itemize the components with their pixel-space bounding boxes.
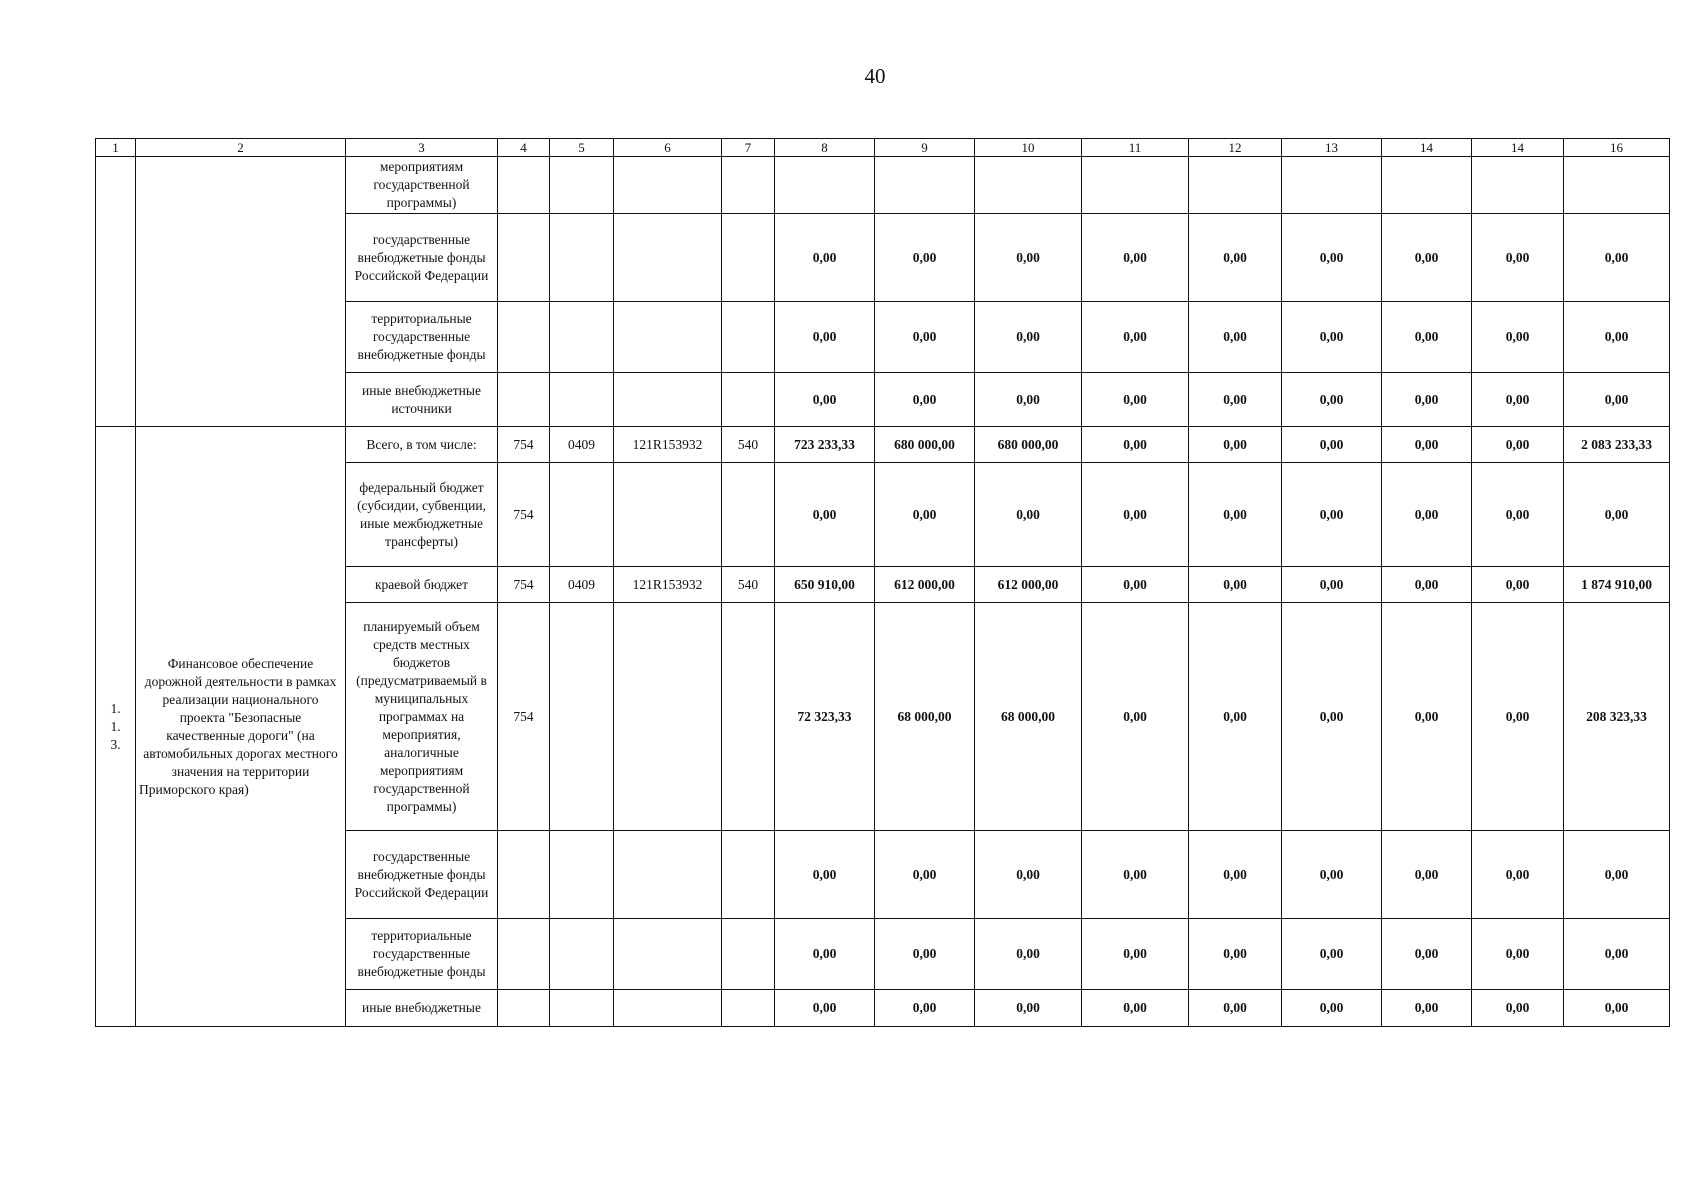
- code-cell: [614, 214, 722, 302]
- code-cell: [614, 990, 722, 1027]
- amount-cell: [1282, 157, 1382, 214]
- code-cell: [614, 302, 722, 373]
- code-cell: [550, 831, 614, 919]
- amount-cell: 612 000,00: [875, 567, 975, 603]
- code-cell: [498, 831, 550, 919]
- column-header: 10: [975, 139, 1082, 157]
- amount-cell: 0,00: [1082, 373, 1189, 427]
- amount-cell: 0,00: [1189, 919, 1282, 990]
- funding-source: государственные внебюджетные фонды Российской Федерации: [346, 831, 498, 919]
- amount-cell: 0,00: [875, 831, 975, 919]
- code-cell: [614, 603, 722, 831]
- funding-source: иные внебюджетные: [346, 990, 498, 1027]
- code-cell: [550, 302, 614, 373]
- amount-cell: 0,00: [1282, 567, 1382, 603]
- code-cell: 754: [498, 463, 550, 567]
- amount-cell: 0,00: [1189, 831, 1282, 919]
- event-name-cell: [136, 157, 346, 427]
- amount-cell: 680 000,00: [875, 427, 975, 463]
- code-cell: [722, 463, 775, 567]
- amount-cell: 0,00: [1282, 990, 1382, 1027]
- amount-cell: 0,00: [1382, 427, 1472, 463]
- amount-cell: 0,00: [775, 214, 875, 302]
- code-cell: [614, 463, 722, 567]
- code-cell: [722, 919, 775, 990]
- code-cell: 121R153932: [614, 427, 722, 463]
- amount-cell: 0,00: [1382, 302, 1472, 373]
- code-cell: [498, 214, 550, 302]
- amount-cell: 68 000,00: [875, 603, 975, 831]
- amount-cell: 0,00: [1564, 831, 1670, 919]
- amount-cell: 0,00: [1282, 603, 1382, 831]
- header-row: [96, 139, 1670, 157]
- code-cell: [614, 373, 722, 427]
- funding-source: иные внебюджетные источники: [346, 373, 498, 427]
- amount-cell: 0,00: [1282, 463, 1382, 567]
- column-header: 7: [722, 139, 775, 157]
- column-header: 14: [1472, 139, 1564, 157]
- amount-cell: 0,00: [1189, 603, 1282, 831]
- amount-cell: 0,00: [1382, 603, 1472, 831]
- amount-cell: 0,00: [1082, 427, 1189, 463]
- amount-cell: 680 000,00: [975, 427, 1082, 463]
- row-number: 1. 1. 3.: [96, 427, 136, 1027]
- code-cell: [550, 157, 614, 214]
- page-number: 40: [864, 64, 886, 88]
- amount-cell: [775, 157, 875, 214]
- amount-cell: 0,00: [1472, 990, 1564, 1027]
- code-cell: [550, 603, 614, 831]
- code-cell: [722, 157, 775, 214]
- code-cell: [614, 831, 722, 919]
- column-header: 6: [614, 139, 722, 157]
- amount-cell: 0,00: [1472, 567, 1564, 603]
- amount-cell: 0,00: [1189, 990, 1282, 1027]
- amount-cell: 0,00: [1189, 373, 1282, 427]
- amount-cell: [975, 157, 1082, 214]
- amount-cell: 0,00: [975, 373, 1082, 427]
- code-cell: [498, 919, 550, 990]
- code-cell: [722, 990, 775, 1027]
- amount-cell: 68 000,00: [975, 603, 1082, 831]
- column-header: 9: [875, 139, 975, 157]
- amount-cell: 0,00: [1082, 990, 1189, 1027]
- column-header: 2: [136, 139, 346, 157]
- amount-cell: 0,00: [1082, 831, 1189, 919]
- amount-cell: [1082, 157, 1189, 214]
- amount-cell: 0,00: [1082, 919, 1189, 990]
- code-cell: [498, 157, 550, 214]
- amount-cell: 0,00: [1282, 919, 1382, 990]
- amount-cell: 72 323,33: [775, 603, 875, 831]
- amount-cell: 0,00: [875, 302, 975, 373]
- amount-cell: 0,00: [1082, 463, 1189, 567]
- amount-cell: 0,00: [1082, 302, 1189, 373]
- amount-cell: 0,00: [1472, 919, 1564, 990]
- amount-cell: 0,00: [1472, 603, 1564, 831]
- amount-cell: [1564, 157, 1670, 214]
- code-cell: [550, 463, 614, 567]
- amount-cell: 0,00: [1382, 214, 1472, 302]
- row-number-cell: [96, 157, 136, 427]
- code-cell: [550, 373, 614, 427]
- column-header: 13: [1282, 139, 1382, 157]
- amount-cell: 0,00: [975, 214, 1082, 302]
- amount-cell: 0,00: [1282, 373, 1382, 427]
- amount-cell: 0,00: [1189, 214, 1282, 302]
- amount-cell: 0,00: [1564, 919, 1670, 990]
- amount-cell: [875, 157, 975, 214]
- amount-cell: 0,00: [975, 831, 1082, 919]
- amount-cell: 0,00: [1472, 373, 1564, 427]
- code-cell: [550, 990, 614, 1027]
- code-cell: [722, 373, 775, 427]
- amount-cell: 0,00: [775, 463, 875, 567]
- code-cell: [498, 990, 550, 1027]
- amount-cell: 0,00: [875, 214, 975, 302]
- amount-cell: 0,00: [975, 919, 1082, 990]
- code-cell: 0409: [550, 427, 614, 463]
- amount-cell: 0,00: [1382, 567, 1472, 603]
- column-header: 11: [1082, 139, 1189, 157]
- code-cell: 754: [498, 427, 550, 463]
- amount-cell: 0,00: [875, 990, 975, 1027]
- code-cell: 0409: [550, 567, 614, 603]
- code-cell: 754: [498, 603, 550, 831]
- code-cell: 540: [722, 567, 775, 603]
- amount-cell: 0,00: [1382, 831, 1472, 919]
- amount-cell: 0,00: [1382, 919, 1472, 990]
- amount-cell: 0,00: [1472, 463, 1564, 567]
- event-name: Финансовое обеспечение дорожной деятельности в рамках реализации национального проекта "Безопасные качественные дороги" (на автомобильных дорогах местного значения на территории Приморского края): [136, 427, 346, 1027]
- amount-cell: 0,00: [1382, 373, 1472, 427]
- code-cell: 540: [722, 427, 775, 463]
- table-row: [96, 157, 1670, 214]
- amount-cell: 0,00: [1189, 302, 1282, 373]
- funding-source: Всего, в том числе:: [346, 427, 498, 463]
- amount-cell: 0,00: [1564, 990, 1670, 1027]
- amount-cell: 0,00: [1564, 463, 1670, 567]
- amount-cell: 2 083 233,33: [1564, 427, 1670, 463]
- column-header: 3: [346, 139, 498, 157]
- amount-cell: 0,00: [875, 373, 975, 427]
- amount-cell: 0,00: [1564, 214, 1670, 302]
- column-header: 14: [1382, 139, 1472, 157]
- code-cell: [722, 302, 775, 373]
- amount-cell: 723 233,33: [775, 427, 875, 463]
- column-header: 12: [1189, 139, 1282, 157]
- amount-cell: 0,00: [1189, 463, 1282, 567]
- funding-source: планируемый объем средств местных бюджетов (предусматриваемый в муниципальных программах на мероприятия, аналогичные мероприятиям государственной программы): [346, 603, 498, 831]
- amount-cell: 0,00: [875, 919, 975, 990]
- code-cell: [614, 157, 722, 214]
- funding-source: краевой бюджет: [346, 567, 498, 603]
- amount-cell: 0,00: [1282, 831, 1382, 919]
- code-cell: [722, 603, 775, 831]
- code-cell: 754: [498, 567, 550, 603]
- amount-cell: 0,00: [1282, 302, 1382, 373]
- amount-cell: 0,00: [1082, 603, 1189, 831]
- amount-cell: 0,00: [875, 463, 975, 567]
- amount-cell: [1382, 157, 1472, 214]
- amount-cell: 612 000,00: [975, 567, 1082, 603]
- amount-cell: 0,00: [975, 990, 1082, 1027]
- amount-cell: 0,00: [975, 302, 1082, 373]
- code-cell: [550, 919, 614, 990]
- amount-cell: 0,00: [775, 831, 875, 919]
- funding-source: мероприятиям государственной программы): [346, 157, 498, 214]
- amount-cell: 0,00: [975, 463, 1082, 567]
- funding-source: территориальные государственные внебюджетные фонды: [346, 919, 498, 990]
- amount-cell: 0,00: [1564, 373, 1670, 427]
- amount-cell: 0,00: [1282, 214, 1382, 302]
- amount-cell: 0,00: [1382, 463, 1472, 567]
- amount-cell: 0,00: [1082, 567, 1189, 603]
- amount-cell: 0,00: [775, 373, 875, 427]
- amount-cell: 0,00: [1564, 302, 1670, 373]
- amount-cell: 0,00: [1472, 831, 1564, 919]
- amount-cell: 0,00: [1082, 214, 1189, 302]
- amount-cell: 0,00: [1472, 427, 1564, 463]
- amount-cell: 0,00: [1189, 427, 1282, 463]
- budget-table: [95, 138, 1670, 1027]
- amount-cell: 0,00: [775, 302, 875, 373]
- code-cell: [722, 214, 775, 302]
- amount-cell: 0,00: [775, 919, 875, 990]
- amount-cell: 1 874 910,00: [1564, 567, 1670, 603]
- code-cell: [498, 302, 550, 373]
- funding-source: федеральный бюджет (субсидии, субвенции, иные межбюджетные трансферты): [346, 463, 498, 567]
- column-header: 4: [498, 139, 550, 157]
- code-cell: [722, 831, 775, 919]
- funding-source: территориальные государственные внебюджетные фонды: [346, 302, 498, 373]
- amount-cell: 0,00: [1189, 567, 1282, 603]
- code-cell: [550, 214, 614, 302]
- code-cell: 121R153932: [614, 567, 722, 603]
- code-cell: [614, 919, 722, 990]
- column-header: 5: [550, 139, 614, 157]
- amount-cell: 0,00: [1472, 302, 1564, 373]
- amount-cell: [1472, 157, 1564, 214]
- amount-cell: 0,00: [1472, 214, 1564, 302]
- column-header: 1: [96, 139, 136, 157]
- table-row: [96, 427, 1670, 463]
- code-cell: [498, 373, 550, 427]
- column-header: 8: [775, 139, 875, 157]
- column-header: 16: [1564, 139, 1670, 157]
- amount-cell: 650 910,00: [775, 567, 875, 603]
- amount-cell: 0,00: [1282, 427, 1382, 463]
- amount-cell: 0,00: [1382, 990, 1472, 1027]
- amount-cell: 208 323,33: [1564, 603, 1670, 831]
- amount-cell: [1189, 157, 1282, 214]
- funding-source: государственные внебюджетные фонды Российской Федерации: [346, 214, 498, 302]
- amount-cell: 0,00: [775, 990, 875, 1027]
